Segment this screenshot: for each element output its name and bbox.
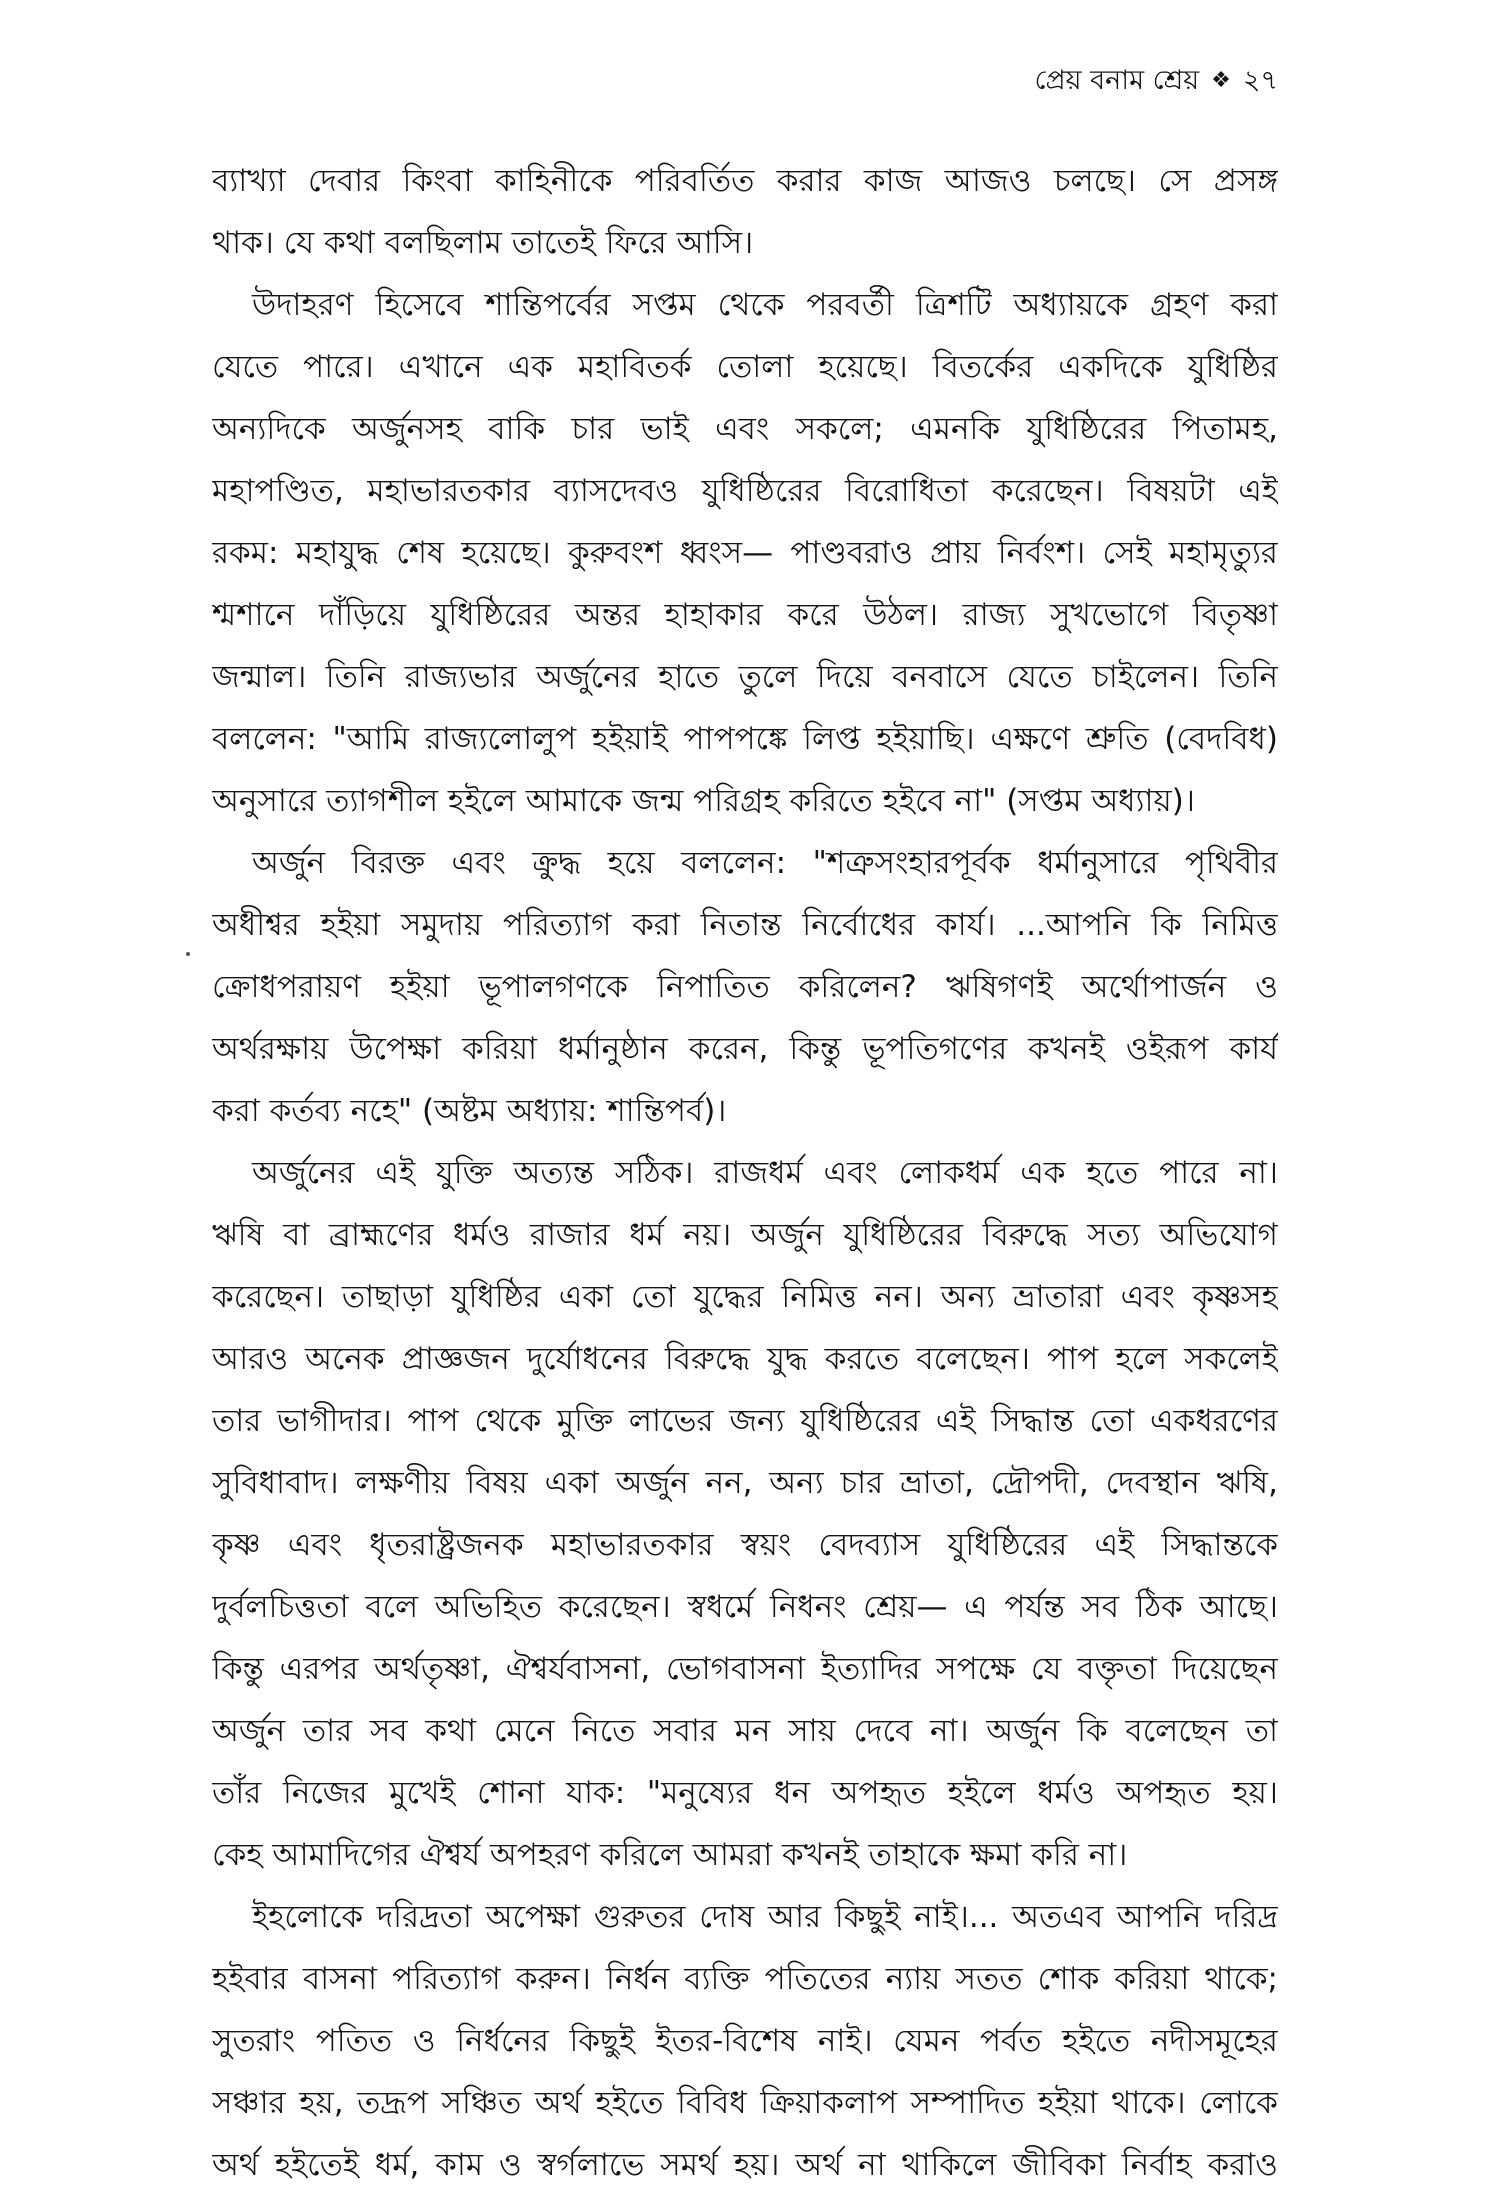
text-line: ঋষি বা ব্রাহ্মণের ধর্মও রাজার ধর্ম নয়। অর্জুন যুধিষ্ঠিরের বিরুদ্ধে সত্য অভিযোগ	[212, 1217, 1278, 1253]
text-line: যেতে পারে। এখানে এক মহাবিতর্ক তোলা হয়েছে। বিতর্কের একদিকে যুধিষ্ঠির	[212, 349, 1278, 385]
text-line: থাক। যে কথা বলছিলাম তাতেই ফিরে আসি।	[212, 225, 754, 261]
text-line: আরও অনেক প্রাজ্ঞজন দুর্যোধনের বিরুদ্ধে যুদ্ধ করতে বলেছেন। পাপ হলে সকলেই	[212, 1341, 1278, 1377]
text-line: তার ভাগীদার। পাপ থেকে মুক্তি লাভের জন্য যুধিষ্ঠিরের এই সিদ্ধান্ত তো একধরণের	[212, 1403, 1278, 1439]
text-line: কৃষ্ণ এবং ধৃতরাষ্ট্রজনক মহাভারতকার স্বয়ং বেদব্যাস যুধিষ্ঠিরের এই সিদ্ধান্তকে	[212, 1527, 1278, 1563]
text-line: করা কর্তব্য নহে" (অষ্টম অধ্যায়: শান্তিপর্ব)।	[212, 1093, 727, 1129]
text-line: সুতরাং পতিত ও নির্ধনের কিছুই ইতর-বিশেষ নাই। যেমন পর্বত হইতে নদীসমূহের	[212, 2023, 1278, 2059]
text-line: জন্মাল। তিনি রাজ্যভার অর্জুনের হাতে তুলে দিয়ে বনবাসে যেতে চাইলেন। তিনি	[212, 659, 1278, 695]
text-line: সুবিধাবাদ। লক্ষণীয় বিষয় একা অর্জুন নন, অন্য চার ভ্রাতা, দ্রৌপদী, দেবস্থান ঋষি,	[212, 1465, 1278, 1501]
text-line: অর্থরক্ষায় উপেক্ষা করিয়া ধর্মানুষ্ঠান করেন, কিন্তু ভূপতিগণের কখনই ওইরূপ কার্য	[212, 1031, 1278, 1067]
text-line: অর্থ হইতেই ধর্ম, কাম ও স্বর্গলাভে সমর্থ হয়। অর্থ না থাকিলে জীবিকা নির্বাহ করাও	[212, 2147, 1278, 2183]
text-line: অনুসারে ত্যাগশীল হইলে আমাকে জন্ম পরিগ্রহ করিতে হইবে না" (সপ্তম অধ্যায়)।	[212, 783, 1195, 819]
running-header	[1035, 64, 1279, 98]
paragraph	[212, 832, 1278, 1142]
text-line: ইহলোকে দরিদ্রতা অপেক্ষা গুরুতর দোষ আর কিছুই নাই।... অতএব আপনি দরিদ্র	[252, 1899, 1278, 1935]
text-line: সঞ্চার হয়, তদ্রূপ সঞ্চিত অর্থ হইতে বিবিধ ক্রিয়াকলাপ সম্পাদিত হইয়া থাকে। লোকে	[212, 2085, 1278, 2121]
text-line: উদাহরণ হিসেবে শান্তিপর্বের সপ্তম থেকে পরবর্তী ত্রিশটি অধ্যায়কে গ্রহণ করা	[252, 287, 1278, 323]
text-line: করেছেন। তাছাড়া যুধিষ্ঠির একা তো যুদ্ধের নিমিত্ত নন। অন্য ভ্রাতারা এবং কৃষ্ণসহ	[212, 1279, 1278, 1315]
stray-dot	[186, 952, 190, 956]
ornament-icon: ❖	[1211, 68, 1231, 93]
text-line: ব্যাখ্যা দেবার কিংবা কাহিনীকে পরিবর্তিত করার কাজ আজও চলছে। সে প্রসঙ্গ	[212, 163, 1278, 199]
paragraph	[212, 150, 1278, 274]
text-line: রকম: মহাযুদ্ধ শেষ হয়েছে। কুরুবংশ ধ্বংস— পাণ্ডবরাও প্রায় নির্বংশ। সেই মহামৃত্যুর	[212, 535, 1278, 571]
text-line: কিন্তু এরপর অর্থতৃষ্ণা, ঐশ্বর্যবাসনা, ভোগবাসনা ইত্যাদির সপক্ষে যে বক্তৃতা দিয়েছেন	[212, 1651, 1278, 1687]
text-line: অর্জুনের এই যুক্তি অত্যন্ত সঠিক। রাজধর্ম এবং লোকধর্ম এক হতে পারে না।	[252, 1155, 1278, 1191]
text-line: শ্মশানে দাঁড়িয়ে যুধিষ্ঠিরের অন্তর হাহাকার করে উঠল। রাজ্য সুখভোগে বিতৃষ্ণা	[212, 597, 1278, 633]
paragraph	[212, 274, 1278, 832]
text-line: অন্যদিকে অর্জুনসহ বাকি চার ভাই এবং সকলে; এমনকি যুধিষ্ঠিরের পিতামহ,	[212, 411, 1278, 447]
body-text	[212, 150, 1278, 2196]
text-line: অর্জুন তার সব কথা মেনে নিতে সবার মন সায় দেবে না। অর্জুন কি বলেছেন তা	[212, 1713, 1278, 1749]
text-line: কেহ আমাদিগের ঐশ্বর্য অপহরণ করিলে আমরা কখনই তাহাকে ক্ষমা করি না।	[212, 1837, 1128, 1873]
paragraph	[212, 1886, 1278, 2196]
text-line: হইবার বাসনা পরিত্যাগ করুন। নির্ধন ব্যক্তি পতিতের ন্যায় সতত শোক করিয়া থাকে;	[212, 1961, 1278, 1997]
text-line: দুর্বলচিত্ততা বলে অভিহিত করেছেন। স্বধর্মে নিধনং শ্রেয়— এ পর্যন্ত সব ঠিক আছে।	[212, 1589, 1278, 1625]
running-title: প্রেয় বনাম শ্রেয়	[1034, 65, 1200, 96]
text-line: ক্রোধপরায়ণ হইয়া ভূপালগণকে নিপাতিত করিলেন? ঋষিগণই অর্থোপার্জন ও	[212, 969, 1278, 1005]
text-line: অর্জুন বিরক্ত এবং ক্রুদ্ধ হয়ে বললেন: "শত্রুসংহারপূর্বক ধর্মানুসারে পৃথিবীর	[252, 845, 1278, 881]
text-line: মহাপণ্ডিত, মহাভারতকার ব্যাসদেবও যুধিষ্ঠিরের বিরোধিতা করেছেন। বিষয়টা এই	[212, 473, 1278, 509]
text-line: তাঁর নিজের মুখেই শোনা যাক: "মনুষ্যের ধন অপহৃত হইলে ধর্মও অপহৃত হয়।	[212, 1775, 1278, 1811]
text-line: অধীশ্বর হইয়া সমুদায় পরিত্যাগ করা নিতান্ত নির্বোধের কার্য। ...আপনি কি নিমিত্ত	[212, 907, 1278, 943]
page-number: ২৭	[1242, 65, 1278, 96]
paragraph	[212, 1142, 1278, 1886]
text-line: বললেন: "আমি রাজ্যলোলুপ হইয়াই পাপপঙ্কে লিপ্ত হইয়াছি। এক্ষণে শ্রুতি (বেদবিধ)	[212, 721, 1278, 757]
